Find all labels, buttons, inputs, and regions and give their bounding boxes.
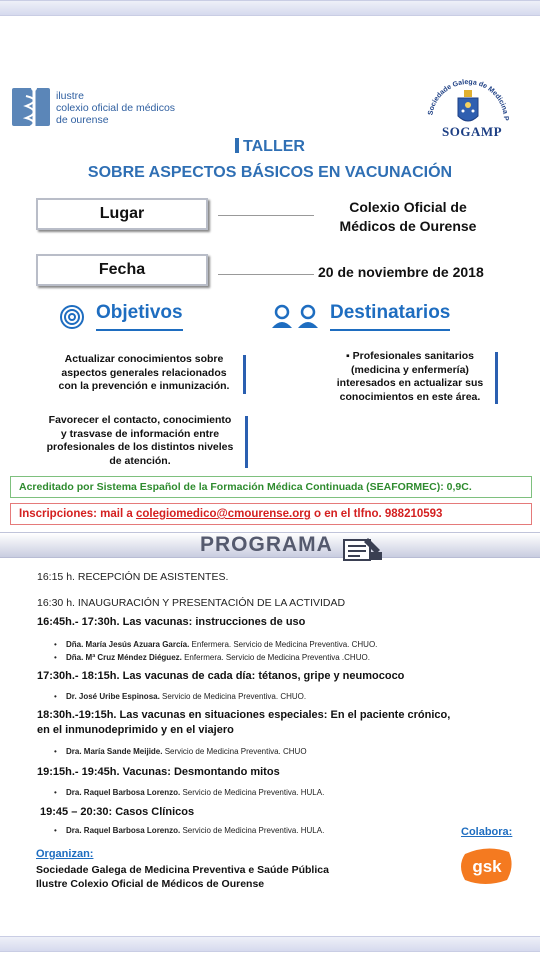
people-icon bbox=[270, 304, 322, 330]
destinatarios-line bbox=[330, 350, 490, 364]
speaker-name: Dña. María Jesús Azuara García. bbox=[66, 640, 190, 649]
objetivos-heading-text: Objetivos bbox=[96, 302, 183, 323]
objetivos-underline bbox=[96, 329, 183, 331]
lugar-value bbox=[318, 198, 498, 236]
bullet-icon: • bbox=[54, 747, 57, 756]
objetivo-line: con la prevención e inmunización. bbox=[58, 380, 230, 392]
agenda-item-cada-dia: 17:30h.- 18:15h. Las vacunas de cada día: tétanos, gripe y neumococo bbox=[37, 670, 405, 682]
bullet-icon: • bbox=[54, 653, 57, 662]
speaker-role: Enfermera. Servicio de Medicina Preventiva. CHUO. bbox=[189, 640, 378, 649]
objetivos-heading bbox=[60, 302, 183, 324]
destinatarios-text: Profesionales sanitarios bbox=[352, 350, 475, 362]
agenda-item-mitos: 19:15h.- 19:45h. Vacunas: Desmontando mitos bbox=[37, 766, 280, 778]
objetivo-item-1 bbox=[48, 353, 240, 394]
fecha-label: Fecha bbox=[98, 261, 146, 278]
title-line-1 bbox=[0, 138, 540, 156]
bottom-band bbox=[0, 936, 540, 952]
caduceus-icon bbox=[12, 88, 50, 126]
fecha-value: 20 de noviembre de 2018 bbox=[318, 264, 484, 280]
speaker-role: Servicio de Medicina Preventiva. HULA. bbox=[180, 826, 325, 835]
title-taller: TALLER bbox=[243, 138, 305, 155]
destinatarios-block bbox=[330, 350, 490, 404]
target-icon bbox=[58, 304, 88, 330]
bullet-icon: ▪ bbox=[345, 350, 353, 362]
bullet-icon: • bbox=[54, 826, 57, 835]
objetivo-line: aspectos generales relacionados bbox=[61, 366, 227, 379]
colexio-text-line: ilustre bbox=[56, 90, 85, 102]
speaker-role: Servicio de Medicina Preventiva. CHUO. bbox=[159, 692, 307, 701]
speaker-line bbox=[54, 826, 516, 835]
colexio-text-line: de ourense bbox=[56, 114, 109, 126]
colexio-logo bbox=[12, 80, 202, 128]
objetivo-line: de atención. bbox=[109, 454, 171, 467]
speaker-line bbox=[54, 653, 516, 662]
speaker-role: Servicio de Medicina Preventiva. HULA. bbox=[180, 788, 325, 797]
objetivo-line: Favorecer el contacto, conocimiento bbox=[48, 414, 232, 426]
title-bar bbox=[235, 138, 239, 153]
destinatarios-line: conocimientos en este área. bbox=[339, 390, 481, 403]
speaker-line bbox=[54, 788, 516, 797]
colabora-label: Colabora: bbox=[461, 826, 513, 838]
speaker-name: Dña. Mª Cruz Méndez Diéguez. bbox=[66, 653, 182, 662]
speaker-line bbox=[54, 747, 516, 756]
colexio-text-line: colexio oficial de médicos bbox=[56, 102, 176, 114]
acreditacion-box: Acreditado por Sistema Español de la Formación Médica Continuada (SEAFORMEC): 0,9C. bbox=[10, 476, 532, 498]
programa-heading: PROGRAMA bbox=[200, 533, 333, 556]
agenda-item-inauguracion: 16:30 h. INAUGURACIÓN Y PRESENTACIÓN DE LA ACTIVIDAD bbox=[37, 597, 346, 609]
lugar-label: Lugar bbox=[99, 205, 145, 222]
inscripciones-box bbox=[10, 503, 532, 525]
agenda-item-situaciones: 18:30h.-19:15h. Las vacunas en situaciones especiales: En el paciente crónico, bbox=[37, 709, 451, 721]
destinatarios-underline bbox=[330, 329, 450, 331]
title-line-2: SOBRE ASPECTOS BÁSICOS EN VACUNACIÓN bbox=[87, 164, 453, 181]
destinatarios-line: interesados en actualizar sus bbox=[336, 377, 484, 389]
gsk-wordmark: gsk bbox=[472, 857, 502, 876]
agenda-item-recepcion: 16:15 h. RECEPCIÓN DE ASISTENTES. bbox=[37, 571, 229, 583]
organizan-heading: Organizan: bbox=[36, 848, 94, 860]
seal-ring-text: Sociedade Galega de Medicina P bbox=[427, 78, 510, 121]
fecha-connector bbox=[218, 274, 314, 275]
speaker-name: Dra. Raquel Barbosa Lorenzo. bbox=[66, 788, 181, 797]
speaker-role: Servicio de Medicina Preventiva. CHUO bbox=[162, 747, 307, 756]
speaker-line bbox=[54, 692, 516, 701]
document-pen-icon bbox=[340, 534, 386, 562]
lugar-value-line: Médicos de Ourense bbox=[339, 218, 477, 234]
objetivo-side-bar bbox=[243, 355, 246, 394]
destinatarios-side-bar bbox=[495, 352, 498, 404]
organizer-line: Sociedade Galega de Medicina Preventiva e Saúde Pública bbox=[36, 864, 329, 876]
email-link[interactable]: colegiomedico@cmourense.org bbox=[135, 508, 311, 520]
objetivo-line: profesionales de los distintos niveles bbox=[46, 441, 234, 453]
lugar-value-line: Colexio Oficial de bbox=[349, 199, 467, 215]
destinatarios-heading-text: Destinatarios bbox=[330, 302, 451, 323]
speaker-name: Dra. María Sande Meijide. bbox=[66, 747, 163, 756]
speaker-line bbox=[54, 640, 516, 649]
objetivo-side-bar bbox=[245, 416, 248, 468]
objetivo-item-2 bbox=[38, 414, 242, 468]
agenda-item-casos: 19:45 – 20:30: Casos Clínicos bbox=[40, 806, 195, 818]
lugar-connector bbox=[218, 215, 314, 216]
bullet-icon: • bbox=[54, 640, 57, 649]
speaker-name: Dr. José Uribe Espinosa. bbox=[66, 692, 160, 701]
agenda-item-instrucciones: 16:45h.- 17:30h. Las vacunas: instrucciones de uso bbox=[37, 616, 306, 628]
gsk-logo bbox=[459, 846, 515, 886]
agenda-item-situaciones-cont: en el inmunodeprimido y en el viajero bbox=[37, 724, 234, 736]
speaker-name: Dra. Raquel Barbosa Lorenzo. bbox=[66, 826, 181, 835]
inscripciones-prefix: Inscripciones: mail a bbox=[19, 508, 136, 520]
inscripciones-suffix: o en el tlfno. 988210593 bbox=[310, 508, 443, 520]
top-band bbox=[0, 0, 540, 16]
destinatarios-line: (medicina y enfermería) bbox=[351, 363, 469, 376]
lugar-label-box bbox=[36, 198, 208, 230]
speaker-role: Enfermera. Servicio de Medicina Preventiva .CHUO. bbox=[181, 653, 370, 662]
organizer-line: Ilustre Colexio Oficial de Médicos de Ourense bbox=[36, 878, 265, 890]
objetivo-line: y trasvase de información entre bbox=[60, 427, 220, 440]
sogamp-wordmark: SOGAMP bbox=[442, 124, 503, 139]
fecha-label-box bbox=[36, 254, 208, 286]
objetivo-line: Actualizar conocimientos sobre bbox=[64, 353, 224, 365]
destinatarios-heading bbox=[270, 302, 451, 324]
bullet-icon: • bbox=[54, 788, 57, 797]
bullet-icon: • bbox=[54, 692, 57, 701]
